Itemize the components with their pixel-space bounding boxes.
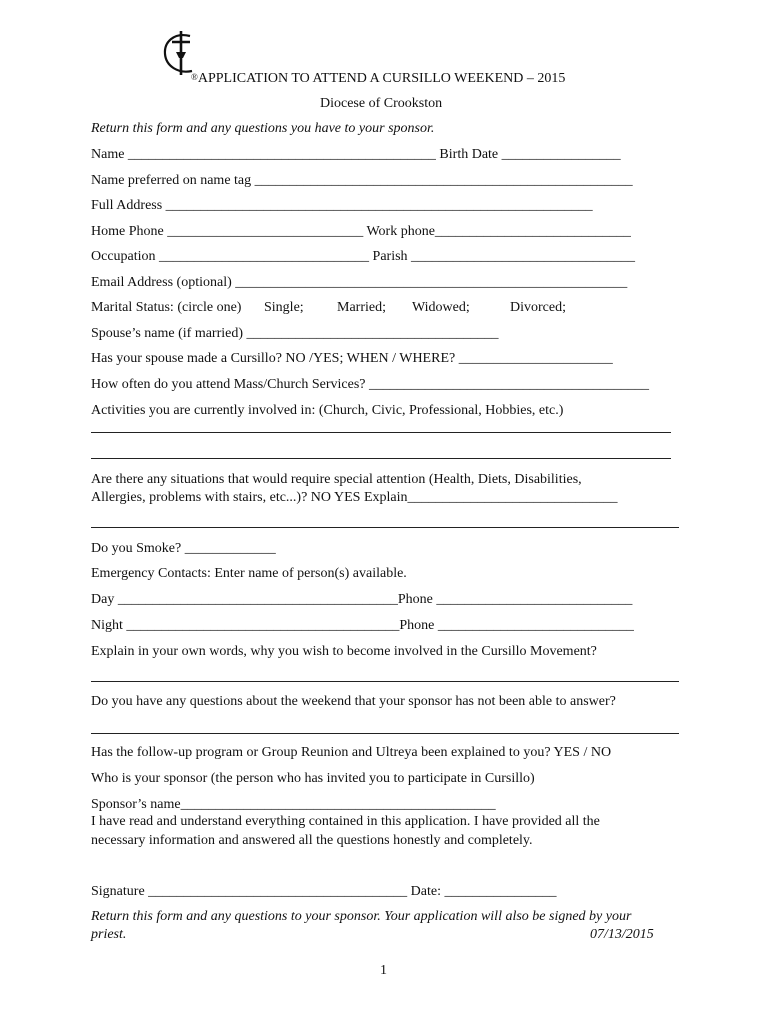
smoke-field[interactable]: Do you Smoke? _____________ bbox=[91, 541, 276, 556]
marital-option-single[interactable]: Single; bbox=[264, 300, 304, 315]
marital-status-label: Marital Status: (circle one) bbox=[91, 300, 242, 315]
special-attention-field[interactable]: Allergies, problems with stairs, etc...)? NO YES Explain______________________________ bbox=[91, 490, 618, 505]
occupation-parish-field[interactable]: Occupation ______________________________ Parish ________________________________ bbox=[91, 249, 636, 264]
diocese-subtitle: Diocese of Crookston bbox=[320, 96, 443, 111]
weekend-questions-answer-line[interactable] bbox=[91, 733, 679, 734]
emergency-contacts-label: Emergency Contacts: Enter name of person(s) available. bbox=[91, 566, 407, 581]
special-attention-question: Are there any situations that would require special attention (Health, Diets, Disabilities, bbox=[91, 472, 582, 487]
spouse-name-field[interactable]: Spouse’s name (if married) ____________________________________ bbox=[91, 326, 499, 341]
special-attention-answer-line[interactable] bbox=[91, 527, 679, 528]
why-involved-answer-line[interactable] bbox=[91, 681, 679, 682]
name-birthdate-field[interactable]: Name ____________________________________________ Birth Date _________________ bbox=[91, 147, 621, 162]
registered-mark: ® bbox=[191, 72, 198, 82]
statement-line-2: necessary information and answered all the questions honestly and completely. bbox=[91, 833, 533, 848]
sponsor-question: Who is your sponsor (the person who has invited you to participate in Cursillo) bbox=[91, 771, 535, 786]
revision-date: 07/13/2015 bbox=[590, 927, 654, 942]
nickname-field[interactable]: Name preferred on name tag ______________________________________________________ bbox=[91, 173, 633, 188]
activities-answer-line-2[interactable] bbox=[91, 458, 671, 459]
marital-option-widowed[interactable]: Widowed; bbox=[412, 300, 470, 315]
address-field[interactable]: Full Address _____________________________________________________________ bbox=[91, 198, 593, 213]
marital-option-married[interactable]: Married; bbox=[337, 300, 386, 315]
page-number: 1 bbox=[380, 963, 387, 978]
why-involved-question: Explain in your own words, why you wish to become involved in the Cursillo Movement? bbox=[91, 644, 597, 659]
emergency-night-field[interactable]: Night _______________________________________Phone ____________________________ bbox=[91, 618, 634, 633]
footer-note-line-2: priest. bbox=[91, 927, 127, 942]
mass-attendance-field[interactable]: How often do you attend Mass/Church Services? ________________________________________ bbox=[91, 377, 649, 392]
email-field[interactable]: Email Address (optional) ________________________________________________________ bbox=[91, 275, 628, 290]
spouse-cursillo-field[interactable]: Has your spouse made a Cursillo? NO /YES; WHEN / WHERE? ______________________ bbox=[91, 351, 613, 366]
marital-option-divorced[interactable]: Divorced; bbox=[510, 300, 566, 315]
emergency-day-field[interactable]: Day ________________________________________Phone ____________________________ bbox=[91, 592, 633, 607]
activities-answer-line-1[interactable] bbox=[91, 432, 671, 433]
footer-note-line-1: Return this form and any questions to your sponsor. Your application will also be signed by your bbox=[91, 909, 632, 924]
followup-program-field[interactable]: Has the follow-up program or Group Reunion and Ultreya been explained to you? YES / NO bbox=[91, 745, 612, 760]
weekend-questions-question: Do you have any questions about the weekend that your sponsor has not been able to answer? bbox=[91, 694, 616, 709]
statement-line-1: I have read and understand everything contained in this application. I have provided all the bbox=[91, 814, 600, 829]
sponsor-name-field[interactable]: Sponsor’s name_____________________________________________ bbox=[91, 797, 496, 812]
phones-field[interactable]: Home Phone ____________________________ Work phone____________________________ bbox=[91, 224, 631, 239]
signature-date-field[interactable]: Signature _____________________________________ Date: ________________ bbox=[91, 884, 557, 899]
form-title: ®APPLICATION TO ATTEND A CURSILLO WEEKEND – 2015 bbox=[191, 71, 566, 86]
intro-instruction: Return this form and any questions you have to your sponsor. bbox=[91, 121, 435, 136]
activities-label: Activities you are currently involved in: (Church, Civic, Professional, Hobbies, etc.) bbox=[91, 403, 564, 418]
